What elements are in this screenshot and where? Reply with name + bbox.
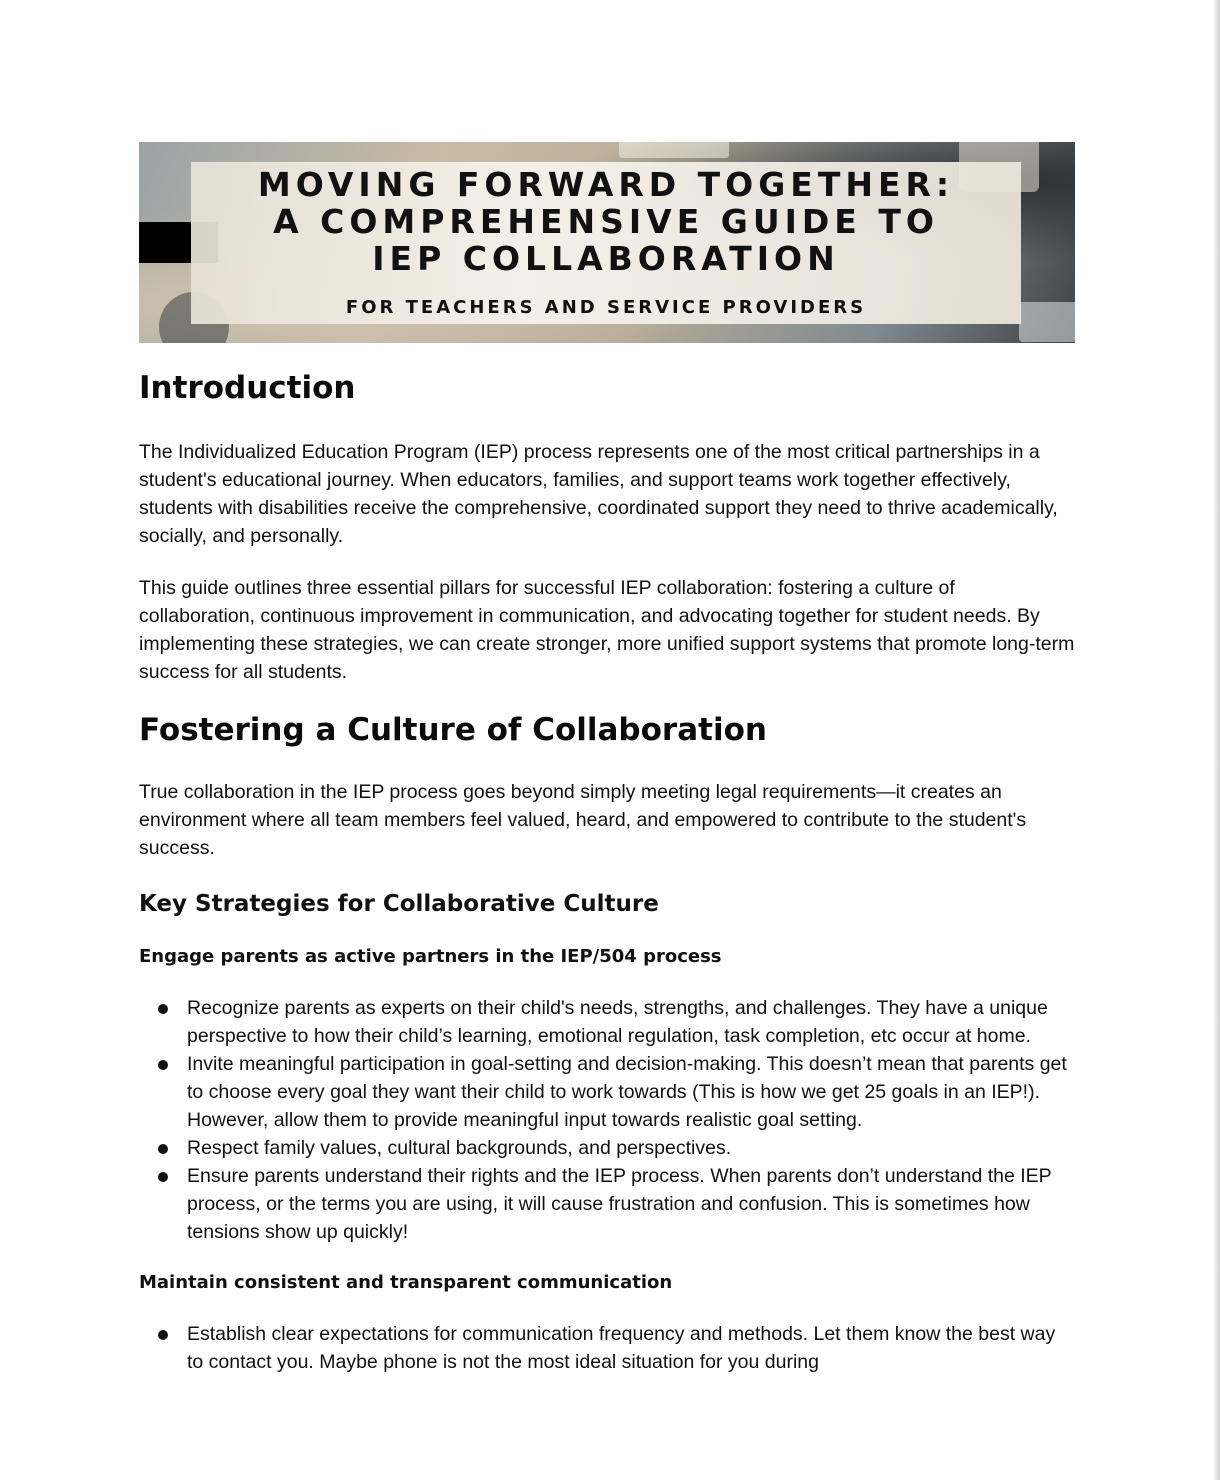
introduction-heading: Introduction — [139, 370, 356, 406]
document-page — [139, 142, 1075, 1376]
header-banner — [139, 142, 1075, 343]
banner-title-line: MOVING FORWARD TOGETHER: — [257, 165, 955, 204]
list-item — [139, 994, 1075, 1050]
banner-title-panel — [191, 162, 1021, 324]
bullet-icon — [158, 1144, 168, 1154]
bullet-icon — [158, 1060, 168, 1070]
bullet-icon — [158, 1330, 168, 1340]
bullet-icon — [158, 1004, 168, 1014]
banner-title-line: IEP COLLABORATION — [372, 239, 840, 278]
engage-parents-heading: Engage parents as active partners in the IEP/504 process — [139, 946, 722, 967]
list-item — [139, 1320, 1075, 1376]
list-item-text: Establish clear expectations for communication frequency and methods. Let them know the best way to contact you. Maybe phone is not the most ideal situation for you during — [187, 1323, 1056, 1373]
list-item — [139, 1162, 1075, 1246]
communication-list — [139, 1320, 1075, 1376]
banner-title — [191, 162, 1021, 277]
page-edge-shadow — [1214, 0, 1220, 1480]
list-item-text: Recognize parents as experts on their child's needs, strengths, and challenges. They have a unique perspective to how their child’s learning, emotional regulation, task completion, etc occur at home. — [187, 997, 1048, 1047]
banner-subtitle: FOR TEACHERS AND SERVICE PROVIDERS — [345, 297, 867, 318]
bullet-icon — [158, 1172, 168, 1182]
banner-photo-detail — [1019, 302, 1075, 342]
list-item-text: Ensure parents understand their rights and the IEP process. When parents don’t understand the IEP process, or the terms you are using, it will cause frustration and confusion. This is sometimes how tensions show up quickly! — [187, 1165, 1052, 1243]
culture-heading: Fostering a Culture of Collaboration — [139, 712, 767, 748]
culture-paragraph: True collaboration in the IEP process goes beyond simply meeting legal requirements—it creates an environment where all team members feel valued, heard, and empowered to contribute to the student's success. — [139, 781, 1027, 859]
introduction-paragraph: The Individualized Education Program (IEP) process represents one of the most critical partnerships in a student's educational journey. When educators, families, and support teams work together effectively, students with disabilities receive the comprehensive, coordinated support they need to thrive academically, socially, and personally. — [139, 441, 1058, 547]
communication-heading: Maintain consistent and transparent communication — [139, 1272, 673, 1293]
list-item-text: Respect family values, cultural backgrounds, and perspectives. — [187, 1137, 732, 1159]
banner-title-line: A COMPREHENSIVE GUIDE TO — [273, 202, 939, 241]
strategies-subheading: Key Strategies for Collaborative Culture — [139, 891, 659, 917]
engage-parents-list — [139, 994, 1075, 1246]
list-item — [139, 1050, 1075, 1134]
list-item-text: Invite meaningful participation in goal-setting and decision-making. This doesn’t mean that parents get to choose every goal they want their child to work towards (This is how we get 25 goals in an IEP!). However, allow them to provide meaningful input towards realistic goal setting. — [187, 1053, 1067, 1131]
banner-photo-detail — [619, 142, 729, 158]
list-item — [139, 1134, 1075, 1162]
introduction-paragraph: This guide outlines three essential pillars for successful IEP collaboration: fostering a culture of collaboration, continuous improvement in communication, and advocating together for student needs. By implementing these strategies, we can create stronger, more unified support systems that promote long-term success for all students. — [139, 577, 1075, 683]
